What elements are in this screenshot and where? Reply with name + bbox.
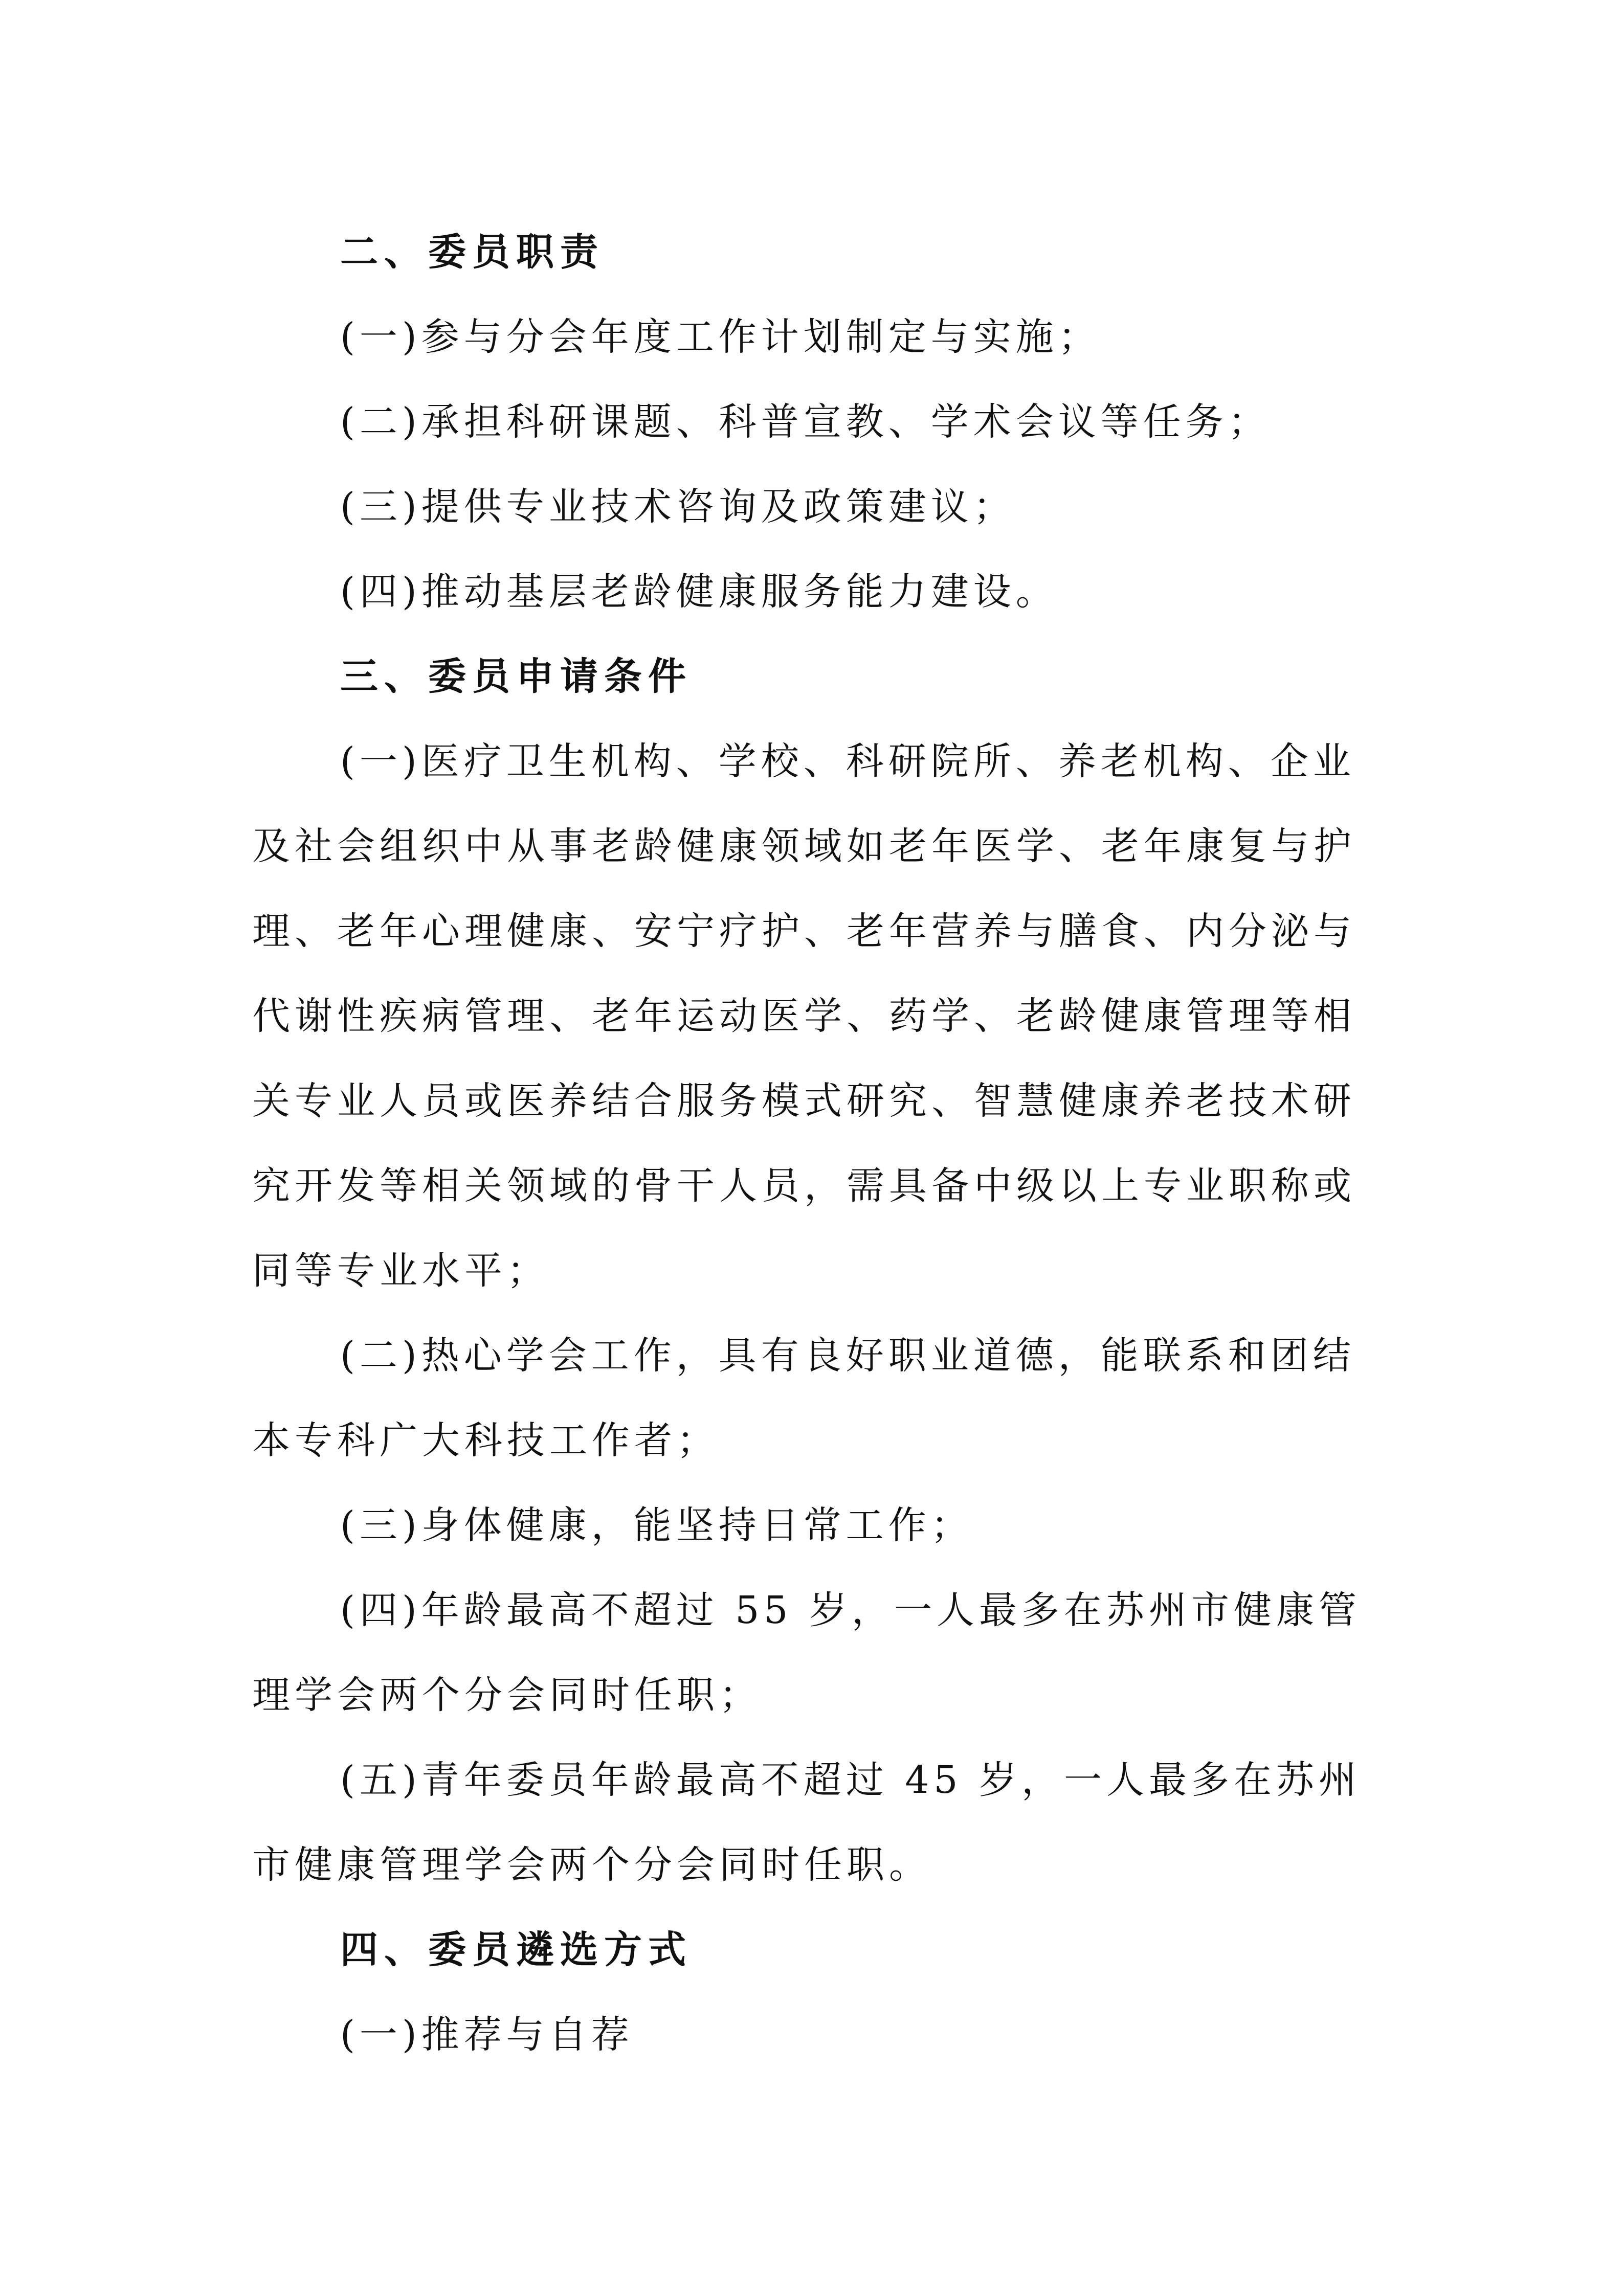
condition-5-line-2: 市健康管理学会两个分会同时任职。 (252, 1843, 931, 1887)
condition-1-line-2: 及社会组织中从事老龄健康领域如老年医学、老年康复与护 (252, 824, 1356, 868)
condition-2-line-2: 本专科广大科技工作者； (252, 1419, 719, 1462)
condition-4-line-1: (四)年龄最高不超过 55 岁，一人最多在苏州市健康管 (340, 1588, 1361, 1632)
condition-1-line-3: 理、老年心理健康、安宁疗护、老年营养与膳食、内分泌与 (252, 909, 1356, 953)
section-heading-selection: 四、委员遴选方式 (340, 1928, 692, 1972)
section-heading-duties: 二、委员职责 (340, 230, 604, 274)
condition-2-line-1: (二)热心学会工作，具有良好职业道德，能联系和团结 (340, 1334, 1355, 1378)
condition-4-line-2: 理学会两个分会同时任职； (252, 1673, 762, 1717)
document-body (252, 210, 1388, 2077)
condition-1-line-1: (一)医疗卫生机构、学校、科研院所、养老机构、企业 (340, 739, 1355, 783)
condition-1-line-6: 究开发等相关领域的骨干人员，需具备中级以上专业职称或 (252, 1164, 1356, 1208)
condition-3: (三)身体健康，能坚持日常工作； (340, 1503, 973, 1547)
condition-1-line-4: 代谢性疾病管理、老年运动医学、药学、老龄健康管理等相 (252, 994, 1356, 1038)
duty-item-2: (二)承担科研课题、科普宣教、学术会议等任务； (340, 400, 1271, 444)
condition-5-line-1: (五)青年委员年龄最高不超过 45 岁，一人最多在苏州 (340, 1758, 1361, 1802)
section-heading-conditions: 三、委员申请条件 (340, 655, 692, 699)
condition-1-line-5: 关专业人员或医养结合服务模式研究、智慧健康养老技术研 (252, 1079, 1356, 1123)
condition-1-line-7: 同等专业水平； (252, 1249, 549, 1293)
duty-item-4: (四)推动基层老龄健康服务能力建设。 (340, 570, 1058, 614)
duty-item-1: (一)参与分会年度工作计划制定与实施； (340, 315, 1101, 359)
selection-item-1: (一)推荐与自荐 (340, 2013, 634, 2057)
duty-item-3: (三)提供专业技术咨询及政策建议； (340, 485, 1016, 529)
